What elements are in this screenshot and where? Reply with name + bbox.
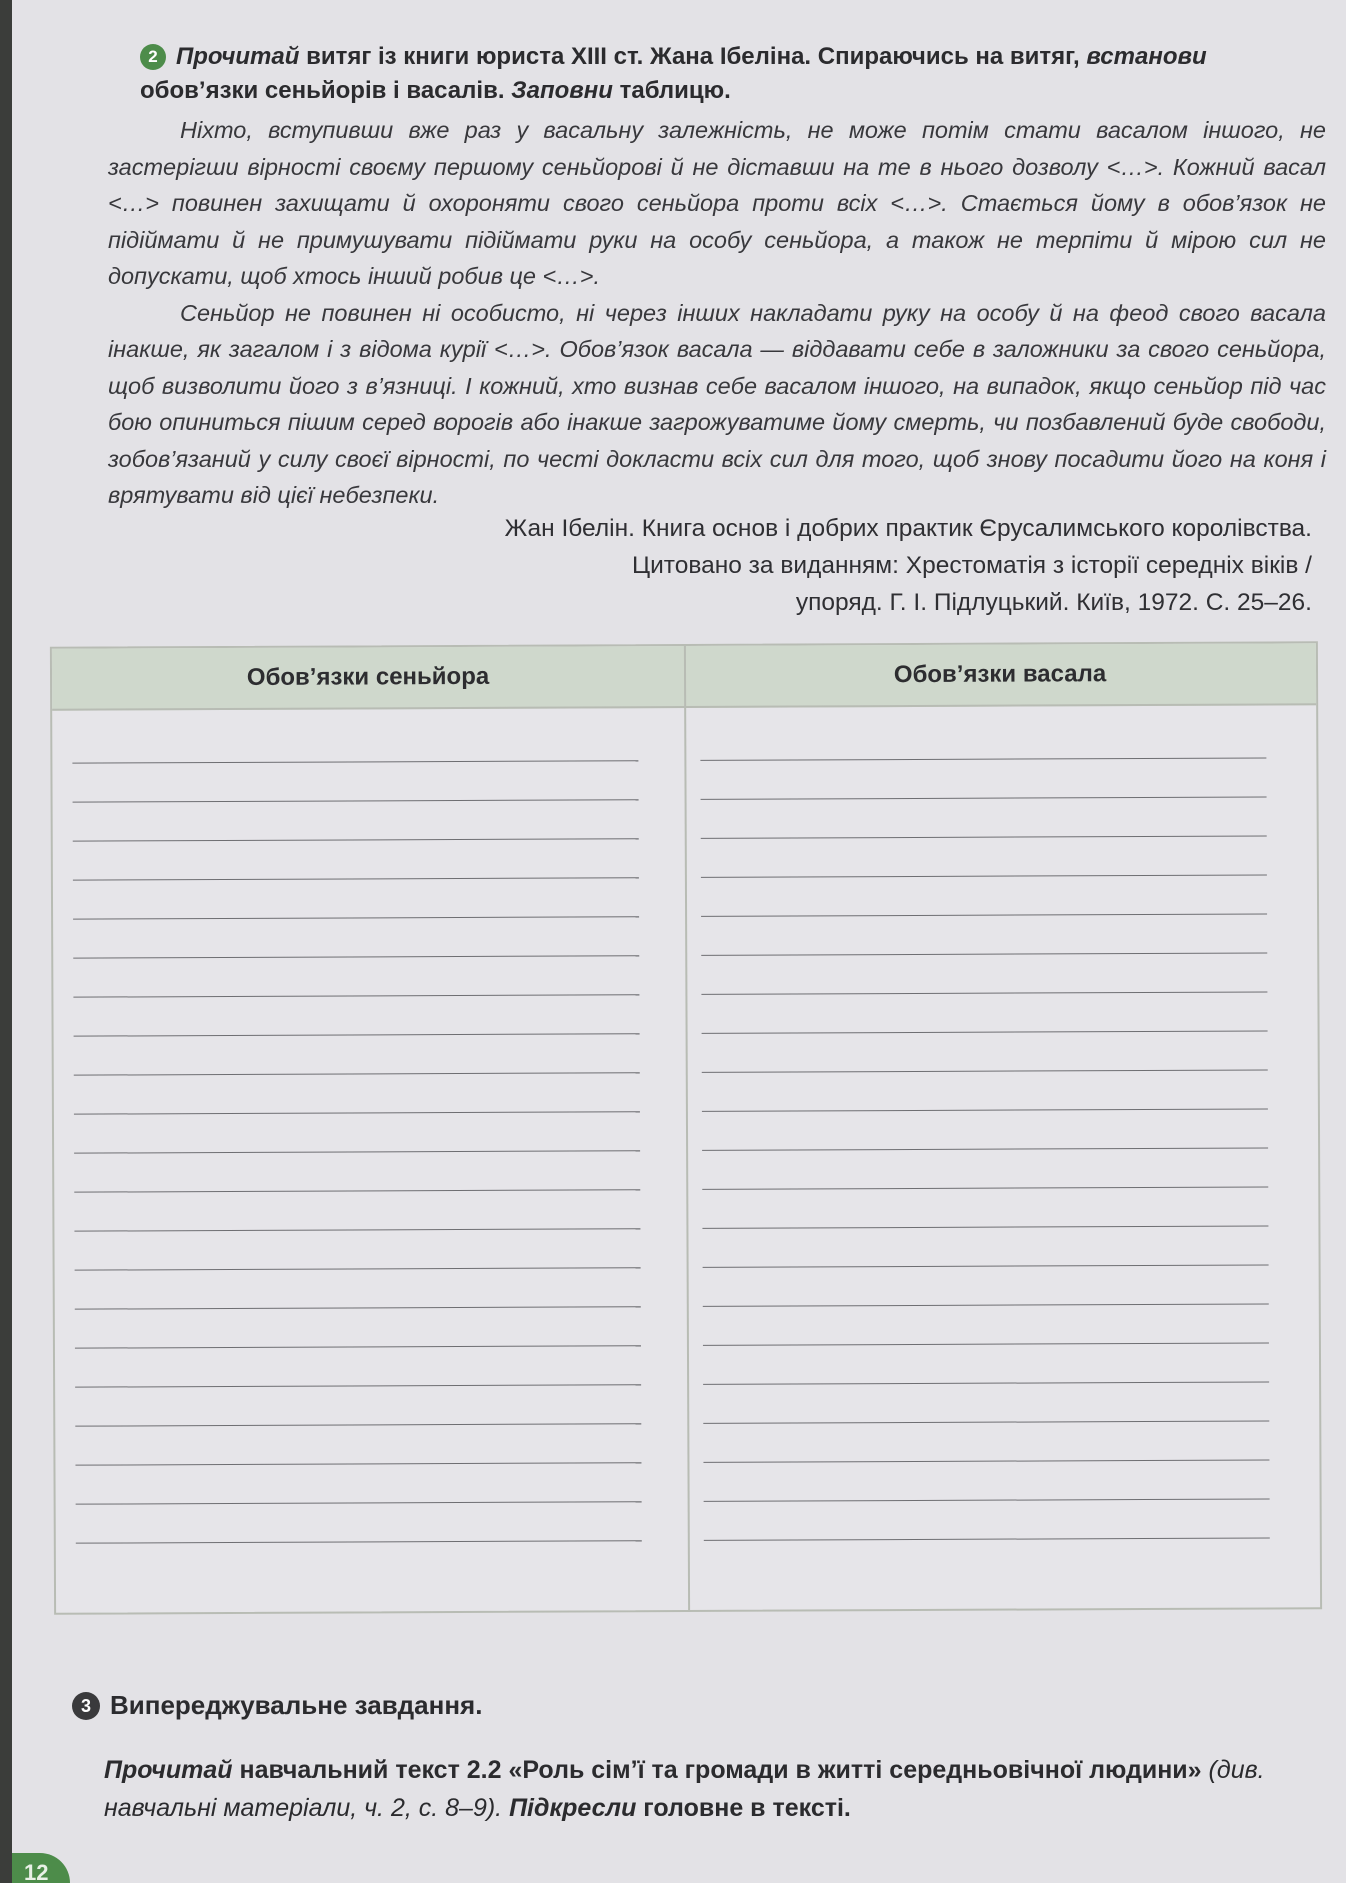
answer-line[interactable] <box>700 758 1266 799</box>
answer-line[interactable] <box>704 1499 1270 1540</box>
task-3 <box>72 1690 1332 1827</box>
answer-line[interactable] <box>703 1265 1269 1306</box>
answer-line[interactable] <box>703 1421 1269 1462</box>
workbook-page <box>12 0 1346 1883</box>
excerpt-paragraph-2: Сеньйор не повинен ні особисто, ні через інших накладати руку на особу й на феод свого васала інакше, як загалом і з відома курії <…>. Обов’язок васала — віддавати себе в заложники за свого сеньйора, щоб визволити його з в’язниці. І кожний, хто визнав себе васалом іншого, на випадок, якщо сеньйор під час бою опиниться пішим серед ворогів або інакше загрожуватиме йому смерть, чи позбавлений буде свободи, зобов’язаний у силу своєї вірності, по честі докласти всіх сил для того, щоб знову посадити його на коня і врятувати від цієї небезпеки. <box>108 299 1326 508</box>
vassal-duties-answer-lines[interactable] <box>700 719 1270 1540</box>
answer-line[interactable] <box>75 1346 641 1387</box>
answer-line[interactable] <box>74 1073 640 1114</box>
citation-line-3: упоряд. Г. І. Підлуцький. Київ, 1972. С. 25–26. <box>795 589 1312 616</box>
answer-line[interactable] <box>74 1229 640 1270</box>
answer-line[interactable] <box>73 839 639 880</box>
header-lord-duties: Обов’язки сеньйора <box>246 662 490 691</box>
task-number-badge: 3 <box>72 1692 100 1720</box>
answer-line[interactable] <box>72 761 638 802</box>
answer-line[interactable] <box>703 1460 1269 1501</box>
column-divider <box>684 646 690 1610</box>
answer-line[interactable] <box>74 1112 640 1153</box>
answer-line[interactable] <box>73 995 639 1036</box>
task-3-heading-row <box>72 1690 1332 1721</box>
answer-line[interactable] <box>76 1502 642 1543</box>
answer-line[interactable] <box>73 800 639 841</box>
answer-line[interactable] <box>75 1268 641 1309</box>
answer-line[interactable] <box>701 914 1267 955</box>
duties-table <box>50 641 1322 1615</box>
answer-line[interactable] <box>72 722 638 763</box>
answer-line[interactable] <box>75 1385 641 1426</box>
header-vassal-duties: Обов’язки васала <box>893 660 1107 689</box>
answer-line[interactable] <box>702 1226 1268 1267</box>
answer-line[interactable] <box>703 1304 1269 1345</box>
citation-line-1: Жан Ібелін. Книга основ і добрих практик Єрусалимського королівства. <box>504 515 1312 542</box>
answer-line[interactable] <box>701 797 1267 838</box>
answer-line[interactable] <box>701 875 1267 916</box>
lord-duties-answer-lines[interactable] <box>72 722 642 1543</box>
answer-line[interactable] <box>701 992 1267 1033</box>
answer-line[interactable] <box>74 1190 640 1231</box>
answer-line[interactable] <box>702 1148 1268 1189</box>
answer-line[interactable] <box>702 1109 1268 1150</box>
page-number: 12 <box>12 1853 70 1883</box>
answer-line[interactable] <box>75 1463 641 1504</box>
task-number-badge: 2 <box>140 44 166 70</box>
answer-line[interactable] <box>700 719 1266 760</box>
answer-line[interactable] <box>702 1187 1268 1228</box>
excerpt-paragraph-1: Ніхто, вступивши вже раз у васальну залежність, не може потім стати васалом іншого, не застерігши вірності своєму першому сеньйорові й не діставши на те в нього дозволу <…>. Кожний васал <…> повинен захищати й охороняти свого сеньйора проти всіх <…>. Стається йому в обов’язок не підіймати й не примушувати підіймати руки на особу сеньйора, а також не терпіти й мірою сил не допускати, щоб хтось інший робив це <…>. <box>108 117 1326 289</box>
source-excerpt <box>108 112 1326 514</box>
answer-line[interactable] <box>701 953 1267 994</box>
answer-line[interactable] <box>73 878 639 919</box>
answer-line[interactable] <box>702 1031 1268 1072</box>
task-2-instruction: 2 Прочитай витяг із книги юриста XIII ст. Жана Ібеліна. Спираючись на витяг, встанови обов’язки сеньйорів і васалів. Заповни таблицю. <box>140 43 1207 104</box>
citation-line-2: Цитовано за виданням: Хрестоматія з історії середніх віків / <box>631 552 1312 579</box>
answer-line[interactable] <box>73 956 639 997</box>
answer-line[interactable] <box>74 1151 640 1192</box>
answer-line[interactable] <box>74 1034 640 1075</box>
task-3-heading: Випереджувальне завдання. <box>110 1690 483 1720</box>
answer-line[interactable] <box>702 1070 1268 1111</box>
answer-line[interactable] <box>703 1382 1269 1423</box>
answer-line[interactable] <box>75 1307 641 1348</box>
answer-line[interactable] <box>75 1424 641 1465</box>
answer-line[interactable] <box>73 917 639 958</box>
answer-line[interactable] <box>701 836 1267 877</box>
answer-line[interactable] <box>703 1343 1269 1384</box>
task-3-body: Прочитай навчальний текст 2.2 «Роль сім’ї та громади в житті середньовічної людини» (див. навчальні матеріали, ч. 2, с. 8–9). Підкресли головне в тексті. <box>104 1756 1265 1822</box>
source-citation <box>312 510 1312 621</box>
